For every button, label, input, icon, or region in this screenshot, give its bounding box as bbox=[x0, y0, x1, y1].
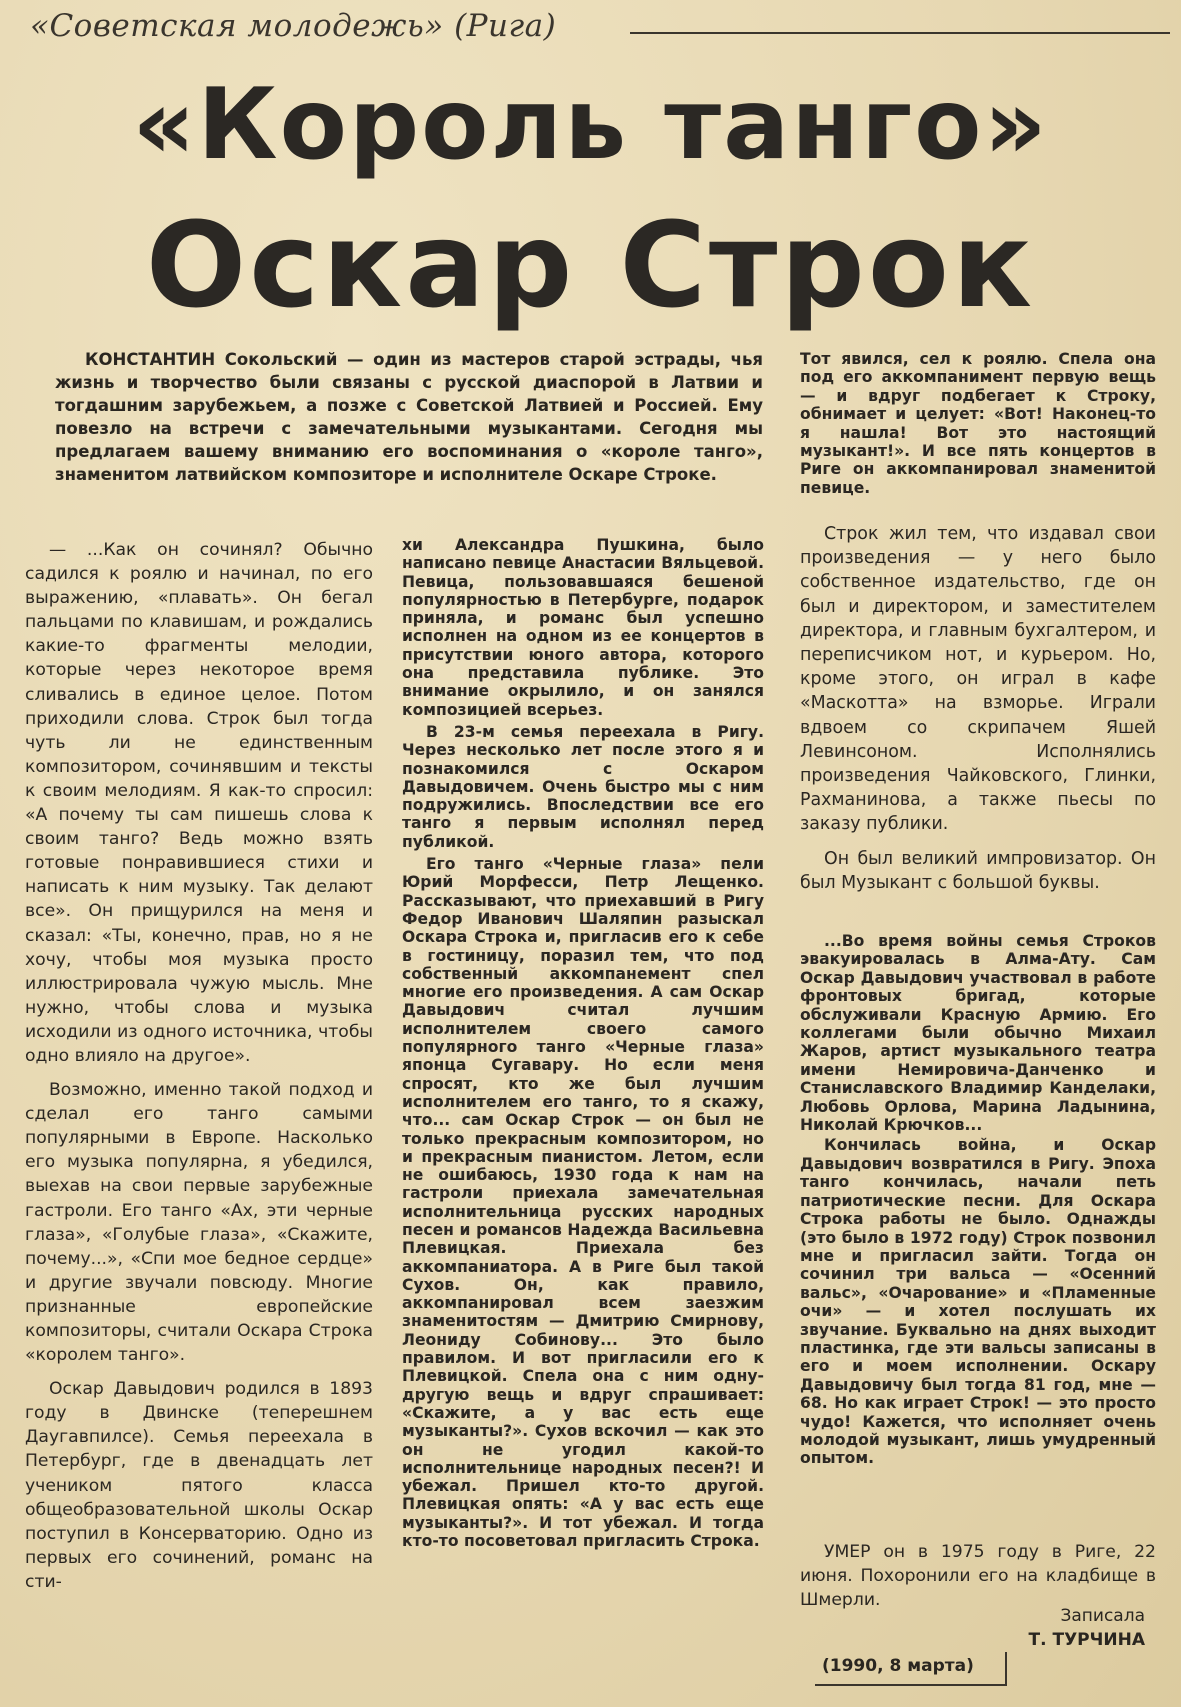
headline-line-2: Оскар Строк bbox=[145, 196, 1036, 334]
date-rule bbox=[1005, 1652, 1007, 1684]
article-column-2 bbox=[402, 536, 764, 1554]
column-1-paragraph-2: Возможно, именно такой подход и сделал его танго самыми популярными в Европе. Насколько его музыка популярна, я убедился, выехав на свои первые зарубежные гастроли. Его танго «Ах, эти черные глаза», «Голубые глаза», «Скажите, почему...», «Спи мое бедное сердце» и другие звучали повсюду. Многие признанные европейские композиторы, считали Оскара Строка «королем танго». bbox=[25, 1080, 373, 1366]
byline-label: Записала bbox=[1060, 1606, 1145, 1626]
column-2-paragraph-1: хи Александра Пушкина, было написано певице Анастасии Вяльцевой. Певица, пользовавшаяся бешеной популярностью в Петербурге, подарок приняла, и романс был успешно исполнен на одном из ее концертов в присутствии юного автора, которого она представила публике. Это внимание окрылило, и он занялся композицией всерьез. bbox=[402, 536, 764, 719]
column-3-paragraph-bottom-2: Кончилась война, и Оскар Давыдович возвратился в Ригу. Эпоха танго кончилась, начали петь патриотические песни. Для Оскара Строка работы не было. Однажды (это было в 1972 году) Строк позвонил мне и пригласил зайти. Тогда он сочинил три вальса — «Осенний вальс», «Очарование» и «Пламенные очи» — и хотел послушать их звучание. Буквально на днях выходит пластинка, где эти вальсы записаны в его и моем исполнении. Оскару Давыдовичу был тогда 81 год, мне — 68. Но как играет Строк! — это просто чудо! Кажется, что исполняет очень молодой музыкант, лишь умудренный опытом. bbox=[800, 1136, 1156, 1468]
article-column-3-top bbox=[800, 350, 1156, 507]
date-underline bbox=[815, 1684, 1007, 1686]
newspaper-name: «Советская молодежь» (Рига) bbox=[30, 8, 557, 44]
article-column-1 bbox=[25, 538, 373, 1604]
byline-author: Т. ТУРЧИНА bbox=[1028, 1630, 1145, 1650]
column-2-paragraph-3: Его танго «Черные глаза» пели Юрий Морфесси, Петр Лещенко. Рассказывают, что приехавший в Ригу Федор Иванович Шаляпин разыскал Оскара Строка и, пригласив его к себе в гостиницу, поразил тем, что под собственный аккомпанемент спел многие его произведения. А сам Оскар Давыдович считал лучшим исполнителем своего самого популярного танго «Черные глаза» японца Сугавару. Но если меня спросят, кто же был лучшим исполнителем его танго, то я скажу, что... сам Оскар Строк — он был не только прекрасным композитором, но и прекрасным пианистом. Летом, если не ошибаюсь, 1930 года к нам на гастроли приехала замечательная исполнительница русских народных песен и романсов Надежда Васильевна Плевицкая. Приехала без аккомпаниатора. А в Риге был такой Сухов. Он, как правило, аккомпанировал всем заезжим знаменитостям — Дмитрию Смирнову, Леониду Собинову... Это было правилом. И вот пригласили его к Плевицкой. Спела она с ним одну-другую вещь и вдруг спрашивает: «Скажите, а у вас есть еще музыканты?». Сухов вскочил — как это он не угодил какой-то исполнительнице народных песен?! И убежал. Пришел кто-то другой. Плевицкая опять: «А у вас есть еще музыканты?». И тот убежал. И тогда кто-то посоветовал пригласить Строка. bbox=[402, 855, 764, 1551]
column-3-paragraph-bottom-1: ...Во время войны семья Строков эвакуировалась в Алма-Ату. Сам Оскар Давыдович участвовал в работе фронтовых бригад, которые обслуживали Красную Армию. Его коллегами были обычно Михаил Жаров, артист музыкального театра имени Немировича-Данченко и Станиславского Владимир Канделаки, Любовь Орлова, Марина Ладынина, Николай Крючков... bbox=[800, 932, 1156, 1135]
masthead bbox=[30, 8, 1170, 48]
masthead-rule bbox=[630, 32, 1170, 34]
column-3-paragraph-mid-1: Строк жил тем, что издавал свои произведения — у него было собственное издательство, где он был и директором, и заместителем директора, и главным бухгалтером, и переписчиком нот, и курьером. Но, кроме этого, он играл в кафе «Маскотта» на взморье. Играли вдвоем со скрипачем Яшей Левинсоном. Исполнялись произведения Чайковского, Глинки, Рахманинова, а также пьесы по заказу публики. bbox=[800, 524, 1156, 835]
article-column-3-bottom bbox=[800, 932, 1156, 1470]
article-column-3-middle bbox=[800, 522, 1156, 905]
lede-paragraph: КОНСТАНТИН Сокольский — один из мастеров старой эстрады, чья жизнь и творчество были связаны с русской диаспорой в Латвии и тогдашним зарубежьем, а позже с Советской Латвией и Россией. Ему повезло на встречи с замечательными музыкантами. Сегодня мы предлагаем вашему вниманию его воспоминания о «короле танго», знаменитом латвийском композиторе и исполнителе Оскаре Строке. bbox=[55, 350, 763, 484]
publication-date: (1990, 8 марта) bbox=[822, 1656, 974, 1676]
column-2-paragraph-2: В 23-м семья переехала в Ригу. Через несколько лет после этого я и познакомился с Оскаром Давыдовичем. Очень быстро мы с ним подружились. Впоследствии все его танго я первым исполнял перед публикой. bbox=[402, 722, 764, 851]
column-1-paragraph-3: Оскар Давыдович родился в 1893 году в Двинске (теперешнем Даугавпилсе). Семья переехала в Петербург, где в двенадцать лет учеником пятого класса общеобразовательной школы Оскар поступил в Консерваторию. Одно из первых его сочинений, романс на сти- bbox=[25, 1379, 373, 1592]
column-3-paragraph-top: Тот явился, сел к роялю. Спела она под его аккомпанимент первую вещь — и вдруг подбегает к Строку, обнимает и целует: «Вот! Наконец-то я нашла! Вот это настоящий музыкант!». И все пять концертов в Риге он аккомпанировал знаменитой певице. bbox=[800, 350, 1156, 497]
column-3-paragraph-mid-2: Он был великий импровизатор. Он был Музыкант с большой буквы. bbox=[800, 848, 1156, 893]
column-1-paragraph-1: — ...Как он сочинял? Обычно садился к роялю и начинал, по его выражению, «плавать». Он бегал пальцами по клавишам, и рождались какие-то фрагменты мелодии, которые через некоторое время сливались в единое целое. Потом приходили слова. Строк был тогда чуть ли не единственным композитором, сочинявшим и тексты к своим мелодиям. Я как-то спросил: «А почему ты сам пишешь слова к своим танго? Ведь можно взять готовые понравившиеся стихи и написать к ним музыку. Так делают все». Он прищурился на меня и сказал: «Ты, конечно, прав, но я не хочу, чтобы моя музыка просто иллюстрировала чужую мысль. Мне нужно, чтобы слова и музыка исходили из одного источника, чтобы одно влияло на другое». bbox=[25, 540, 373, 1066]
column-3-paragraph-end: УМЕР он в 1975 году в Риге, 22 июня. Похоронили его на кладбище в Шмерли. bbox=[800, 1542, 1156, 1610]
byline bbox=[985, 1604, 1145, 1652]
headline-line-1: «Король танго» bbox=[132, 68, 1049, 182]
